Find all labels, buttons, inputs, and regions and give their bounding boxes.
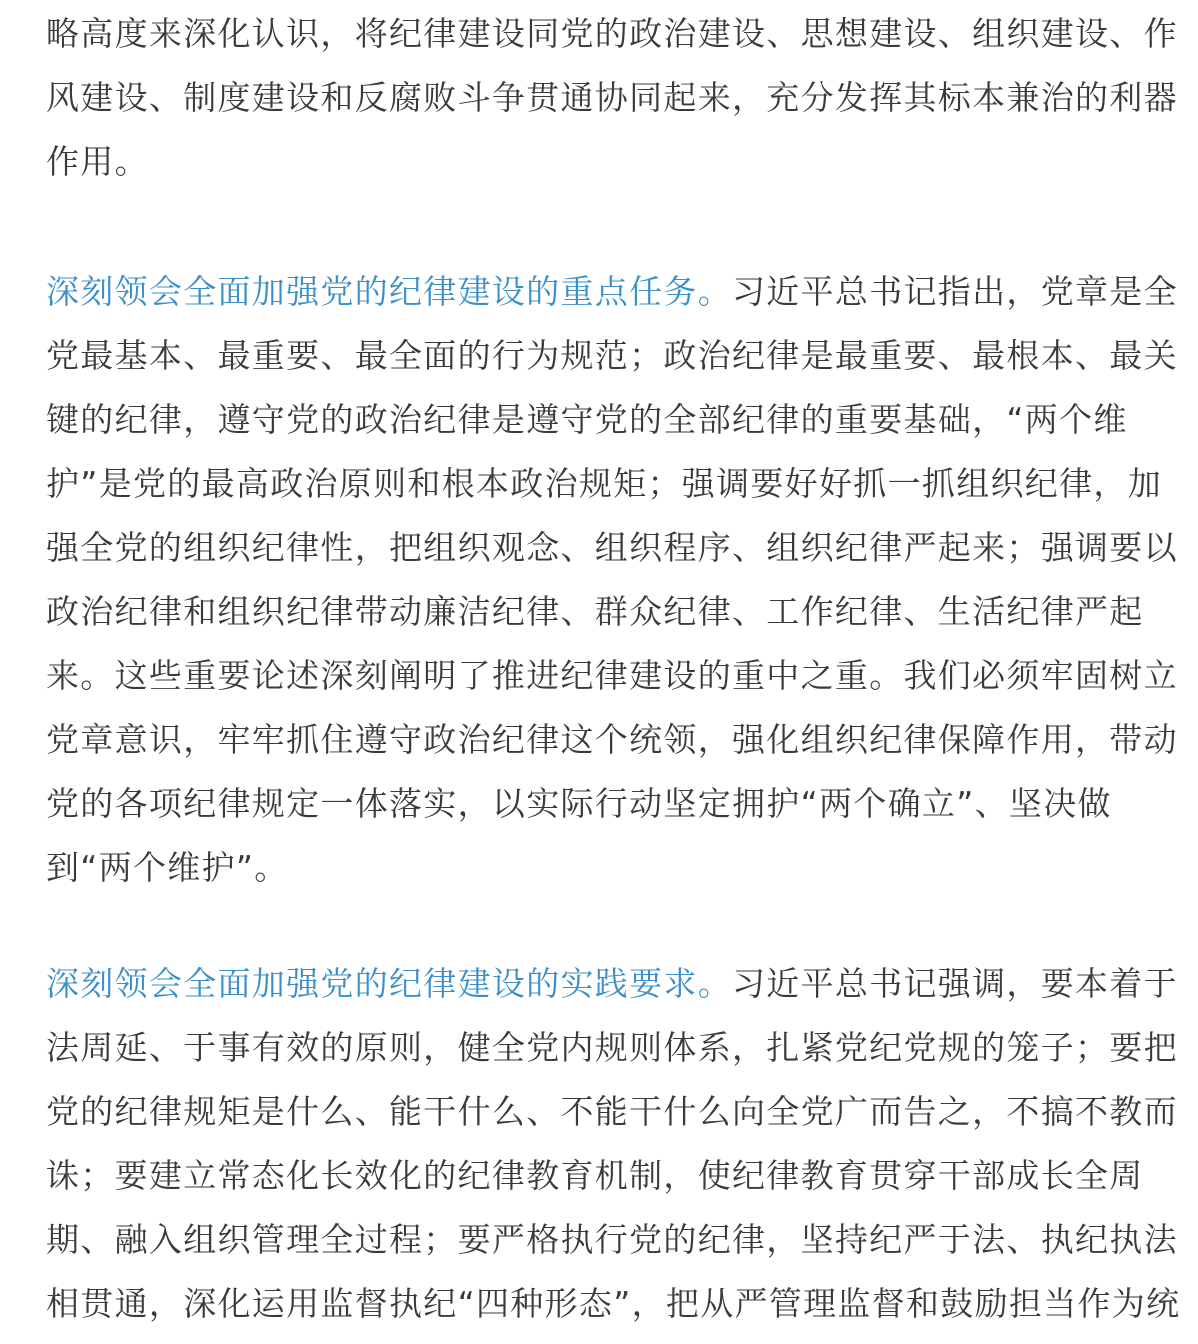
paragraph-first-line	[46, 260, 1178, 324]
paragraph-line: 党章意识，牢牢抓住遵守政治纪律这个统领，强化组织纪律保障作用，带动	[46, 720, 1178, 759]
paragraph-line: 键的纪律，遵守党的政治纪律是遵守党的全部纪律的重要基础，“两个维	[46, 400, 1128, 439]
paragraph-first-line	[46, 952, 1178, 1016]
paragraph-text: 习近平总书记强调，要本着于	[732, 964, 1178, 1003]
paragraph-line: 作用。	[46, 142, 149, 181]
paragraph-line: 护”是党的最高政治原则和根本政治规矩；强调要好好抓一抓组织纪律，加	[46, 464, 1162, 503]
paragraph-line: 法周延、于事有效的原则，健全党内规则体系，扎紧党纪党规的笼子；要把	[46, 1028, 1178, 1067]
paragraph-2	[46, 260, 1178, 900]
paragraph-line: 党的各项纪律规定一体落实，以实际行动坚定拥护“两个确立”、坚决做	[46, 784, 1112, 823]
paragraph-line: 风建设、制度建设和反腐败斗争贯通协同起来，充分发挥其标本兼治的利器	[46, 78, 1178, 117]
paragraph-line: 略高度来深化认识，将纪律建设同党的政治建设、思想建设、组织建设、作	[46, 14, 1178, 53]
paragraph-line: 党的纪律规矩是什么、能干什么、不能干什么向全党广而告之，不搞不教而	[46, 1092, 1178, 1131]
paragraph-line: 到“两个维护”。	[46, 848, 289, 887]
paragraph-line: 诛；要建立常态化长效化的纪律教育机制，使纪律教育贯穿干部成长全周	[46, 1156, 1144, 1195]
section-heading-key-tasks: 深刻领会全面加强党的纪律建设的重点任务。	[46, 272, 732, 311]
paragraph-3	[46, 952, 1181, 1336]
section-heading-practice-requirements: 深刻领会全面加强党的纪律建设的实践要求。	[46, 964, 732, 1003]
paragraph-line: 期、融入组织管理全过程；要严格执行党的纪律，坚持纪严于法、执纪执法	[46, 1220, 1178, 1259]
paragraph-line: 强全党的组织纪律性，把组织观念、组织程序、组织纪律严起来；强调要以	[46, 528, 1178, 567]
paragraph-line: 来。这些重要论述深刻阐明了推进纪律建设的重中之重。我们必须牢固树立	[46, 656, 1178, 695]
paragraph-text: 习近平总书记指出，党章是全	[732, 272, 1178, 311]
paragraph-1	[46, 2, 1178, 194]
paragraph-line: 相贯通，深化运用监督执纪“四种形态”，把从严管理监督和鼓励担当作为统	[46, 1284, 1181, 1323]
paragraph-line: 党最基本、最重要、最全面的行为规范；政治纪律是最重要、最根本、最关	[46, 336, 1178, 375]
paragraph-line: 政治纪律和组织纪律带动廉洁纪律、群众纪律、工作纪律、生活纪律严起	[46, 592, 1144, 631]
